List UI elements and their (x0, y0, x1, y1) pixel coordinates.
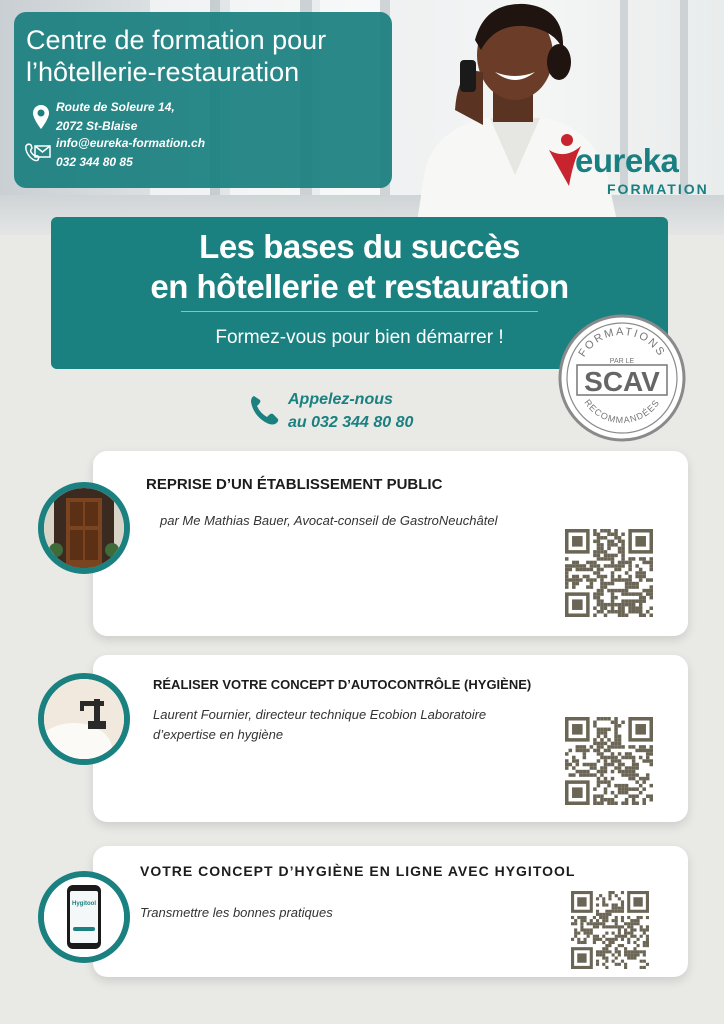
course-desc-line2: d’expertise en hygiène (153, 727, 284, 742)
eureka-logo (545, 128, 709, 198)
address-line1: Route de Soleure 14, (56, 100, 175, 114)
banner-subtitle: Formez-vous pour bien démarrer ! (215, 327, 504, 348)
banner-title-line2: en hôtellerie et restauration (150, 268, 569, 305)
woman-on-phone-illustration (395, 0, 625, 235)
logo-wordmark: eureka (575, 142, 679, 179)
centre-title-line2: l’hôtellerie-restauration (26, 57, 300, 87)
qr-code[interactable] (571, 891, 649, 969)
seal-main-text: SCAV (584, 366, 660, 397)
phone-text[interactable]: 032 344 80 85 (56, 155, 133, 169)
course-desc-line1: par Me Mathias Bauer, Avocat-conseil de GastroNeuchâtel (160, 513, 498, 528)
course-image-phone (38, 871, 130, 963)
qr-code[interactable] (565, 717, 653, 805)
banner-divider (181, 311, 538, 312)
address-line2: 2072 St-Blaise (56, 119, 138, 133)
hero-photo (0, 0, 724, 235)
email-text[interactable]: info@eureka-formation.ch (56, 136, 206, 150)
contact-info-box (14, 12, 392, 188)
course-card-hygitool[interactable] (93, 846, 688, 977)
wooden-door-image (44, 488, 124, 568)
course-desc (160, 511, 497, 531)
course-desc-line1: Transmettre les bonnes pratiques (140, 905, 333, 920)
envelope-phone-icon (24, 142, 52, 164)
qr-code[interactable] (565, 529, 653, 617)
course-card-reprise[interactable] (93, 451, 688, 636)
call-us-text[interactable] (288, 388, 413, 434)
course-title: RÉALISER VOTRE CONCEPT D’AUTOCONTRÔLE (HYGIÈNE) (153, 677, 532, 692)
banner-title-line1: Les bases du succès (199, 228, 520, 265)
phone-icon (248, 393, 282, 427)
logo-subtitle: FORMATION (607, 181, 709, 197)
course-title: REPRISE D’UN ÉTABLISSEMENT PUBLIC (146, 476, 443, 493)
call-line1: Appelez-nous (288, 391, 393, 408)
centre-title-line1: Centre de formation pour (26, 25, 327, 55)
location-pin-icon (32, 104, 50, 130)
course-desc (140, 903, 333, 923)
soap-dispenser-image (44, 679, 124, 759)
scav-seal-badge (557, 313, 687, 443)
call-line2: au 032 344 80 80 (288, 414, 414, 431)
app-label: Hygitool (72, 901, 96, 907)
seal-small-text: PAR LE (609, 358, 635, 365)
course-desc-line1: Laurent Fournier, directeur technique Ecobion Laboratoire (153, 707, 487, 722)
course-image-soap (38, 673, 130, 765)
course-image-door (38, 482, 130, 574)
banner-title (51, 227, 668, 307)
centre-title (26, 24, 396, 88)
course-desc (153, 705, 486, 745)
hygitool-phone-image (44, 877, 124, 957)
seal-top-text: FORMATIONS (576, 325, 668, 360)
course-card-autocontrole[interactable] (93, 655, 688, 822)
seal-bottom-text: RECOMMANDÉES (582, 397, 662, 426)
course-title: VOTRE CONCEPT D’HYGIÈNE EN LIGNE AVEC HYGITOOL (140, 863, 576, 879)
